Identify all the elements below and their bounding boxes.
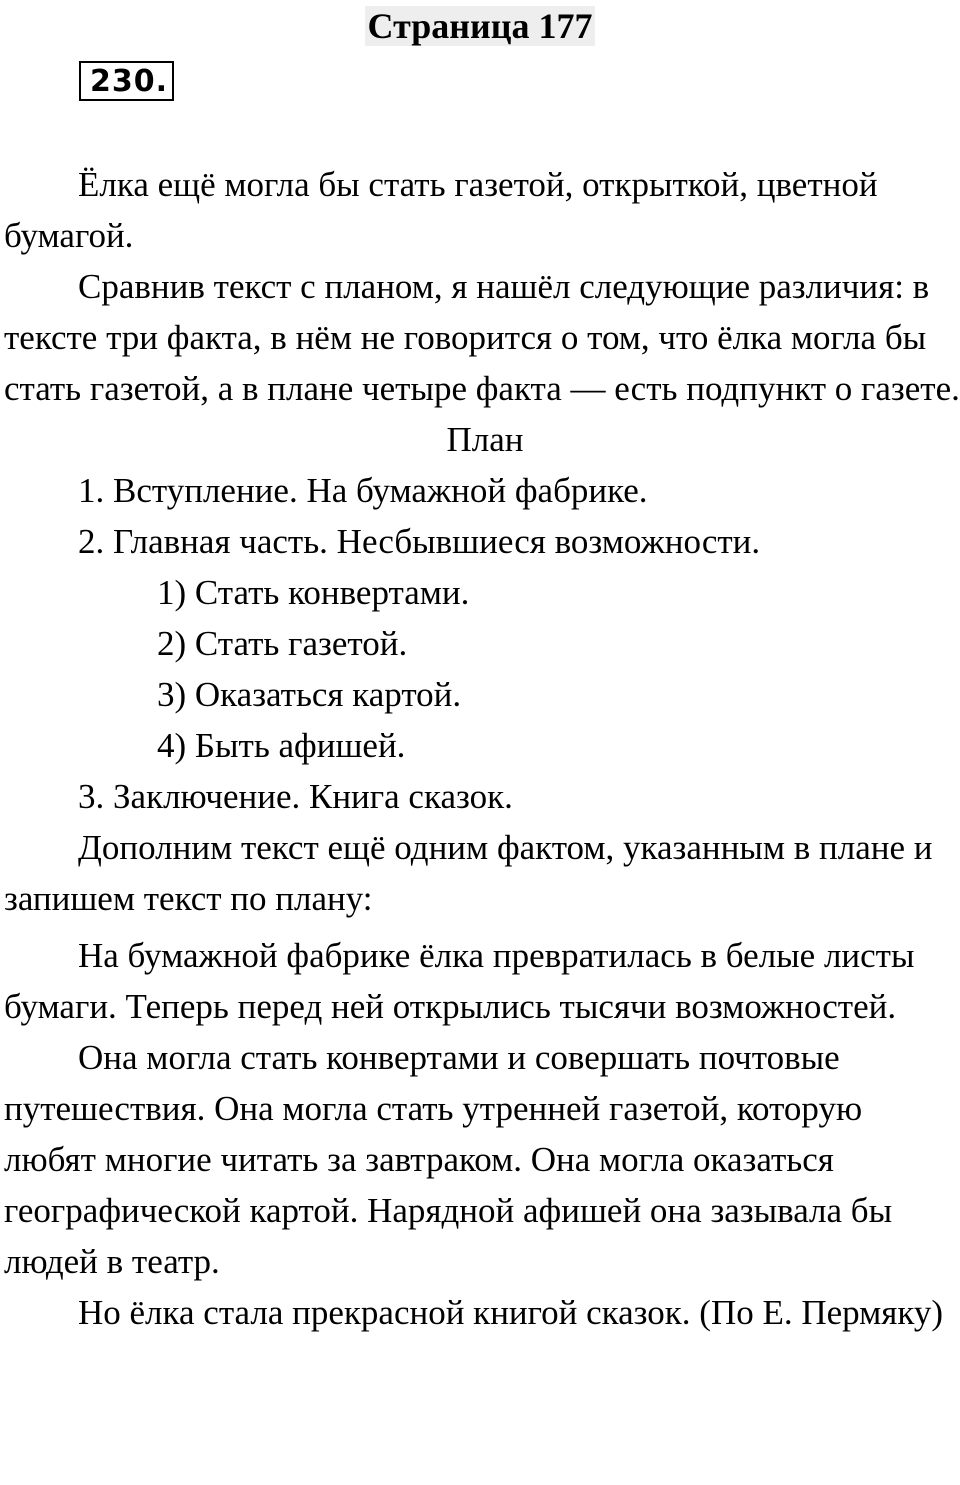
plan-subitem: 2) Стать газетой. [157,624,408,663]
paragraph-2: Сравнив текст с планом, я нашёл следующие различия: в тексте три факта, в нём не говорится о том, что ёлка могла бы стать газетой, а в плане четыре факта — есть подпункт о газете. [4,267,960,408]
plan-title: План [446,420,524,459]
paragraph-3: Дополним текст ещё одним фактом, указанным в плане и запишем текст по плану: [4,828,933,918]
plan-subitem: 1) Стать конвертами. [157,573,470,612]
plan-subitem: 4) Быть афишей. [157,726,406,765]
answer-text [4,159,960,1338]
plan-item: 2. Главная часть. Несбывшиеся возможности. [78,522,761,561]
paragraph-4: На бумажной фабрике ёлка превратилась в белые листы бумаги. Теперь перед ней открылись тысячи возможностей. [4,936,915,1026]
task-number: 230. [79,61,174,101]
paragraph-6: Но ёлка стала прекрасной книгой сказок. (По Е. Пермяку) [78,1293,944,1332]
page-title [0,2,960,50]
plan-subitem: 3) Оказаться картой. [157,675,462,714]
plan-item: 3. Заключение. Книга сказок. [78,777,513,816]
paragraph-5: Она могла стать конвертами и совершать почтовые путешествия. Она могла стать утренней газетой, которую любят многие читать за завтраком. Она могла оказаться географической картой. Нарядной афишей она зазывала бы людей в театр. [4,1038,893,1281]
paragraph-1: Ёлка ещё могла бы стать газетой, открыткой, цветной бумагой. [4,165,878,255]
page-title-text: Страница 177 [365,6,596,46]
plan-item: 1. Вступление. На бумажной фабрике. [78,471,648,510]
